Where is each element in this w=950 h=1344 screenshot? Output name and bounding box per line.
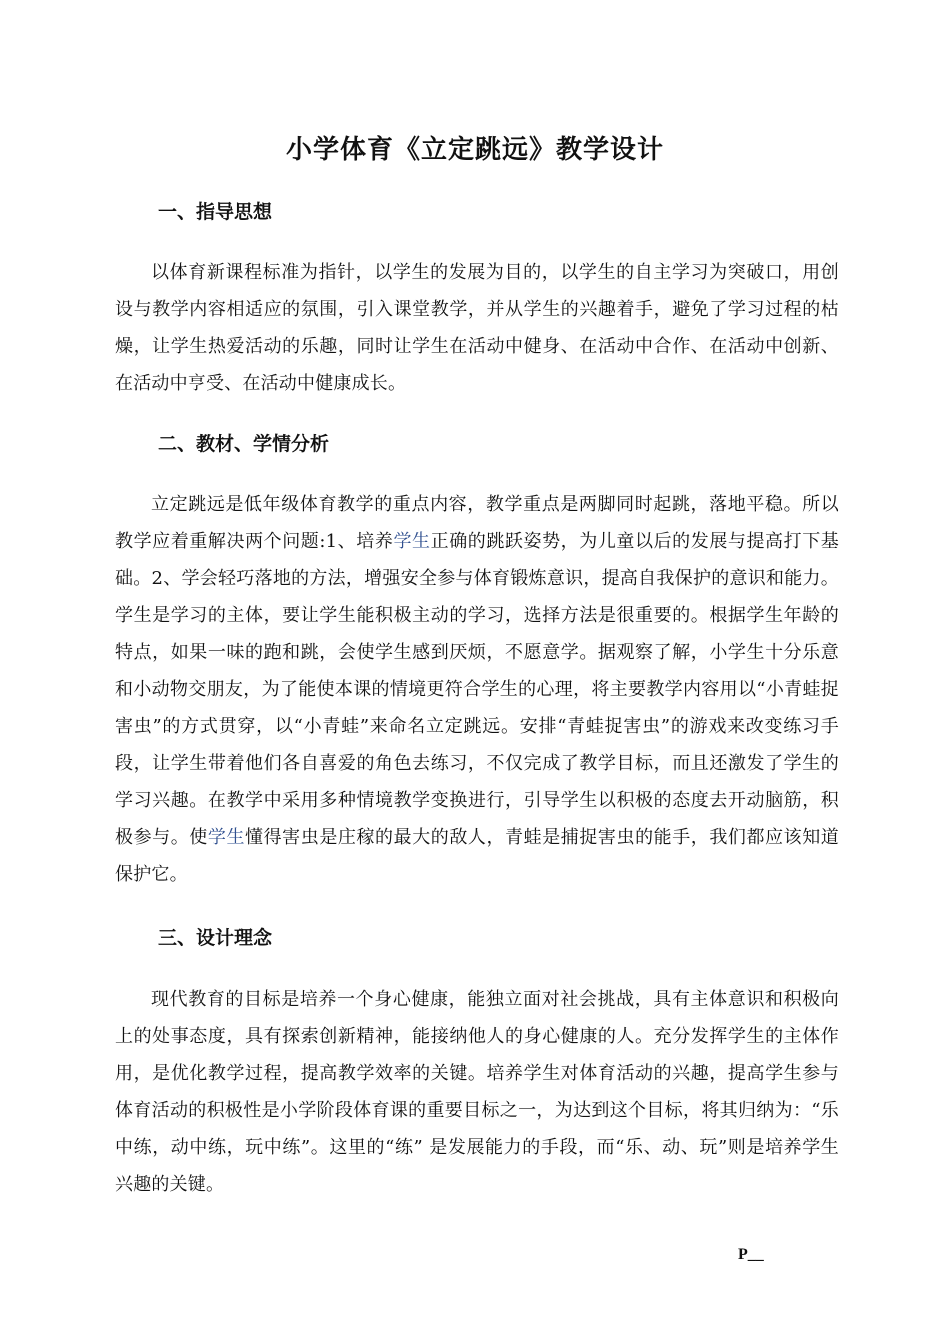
paragraph-text: 懂得害虫是庄稼的最大的敌人，青蛙是捕捉害虫的能手，我们都应该知道保护它。 <box>115 827 840 885</box>
section-heading-guiding-ideology: 一、指导思想 <box>158 201 273 223</box>
section-paragraph-analysis <box>115 486 839 893</box>
highlighted-term: 学生 <box>393 531 431 552</box>
section-paragraph-design-concept: 现代教育的目标是培养一个身心健康，能独立面对社会挑战，具有主体意识和积极向上的处事态度，具有探索创新精神，能接纳他人的身心健康的人。充分发挥学生的主体作用，是优化教学过程，提高教学效率的关键。培养学生对体育活动的兴趣，提高学生参与体育活动的积极性是小学阶段体育课的重要目标之一，为达到这个目标，将其归纳为：“乐中练，动中练，玩中练”。这里的“练” 是发展能力的手段，而“乐、动、玩”则是培养学生兴趣的关键。 <box>115 989 839 1195</box>
section-heading-design-concept: 三、设计理念 <box>158 927 273 949</box>
highlighted-term: 学生 <box>207 827 246 848</box>
paragraph-text: 正确的跳跃姿势，为儿童以后的发展与提高打下基础。2、学会轻巧落地的方法，增强安全参与体育锻炼意识，提高自我保护的意识和能力。学生是学习的主体，要让学生能积极主动的学习，选择方法是很重要的。根据学生年龄的特点，如果一味的跑和跳，会使学生感到厌烦，不愿意学。据观察了解，小学生十分乐意和小动物交朋友，为了能使本课的情境更符合学生的心理，将主要教学内容用以“小青蛙捉害虫”的方式贯穿，以“小青蛙”来命名立定跳远。安排“青蛙捉害虫”的游戏来改变练习手段，让学生带着他们各自喜爱的角色去练习，不仅完成了教学目标，而且还激发了学生的学习兴趣。在教学中采用多种情境教学变换进行，引导学生以积极的态度去开动脑筋，积极参与。使 <box>115 531 840 848</box>
section-paragraph-guiding-ideology: 以体育新课程标准为指针，以学生的发展为目的，以学生的自主学习为突破口，用创设与教学内容相适应的氛围，引入课堂教学，并从学生的兴趣着手，避免了学习过程的枯燥，让学生热爱活动的乐趣，同时让学生在活动中健身、在活动中合作、在活动中创新、在活动中亨受、在活动中健康成长。 <box>115 262 839 394</box>
section-heading-analysis: 二、教材、学情分析 <box>158 433 330 455</box>
paragraph-text: 立定跳远是低年级体育教学的重点内容，教学重点是两脚同时起跳，落地平稳。所以教学应着重解决两个问题:1、培养 <box>115 494 839 552</box>
page-number: P__ <box>738 1246 764 1263</box>
document-title: 小学体育《立定跳远》教学设计 <box>285 135 664 165</box>
